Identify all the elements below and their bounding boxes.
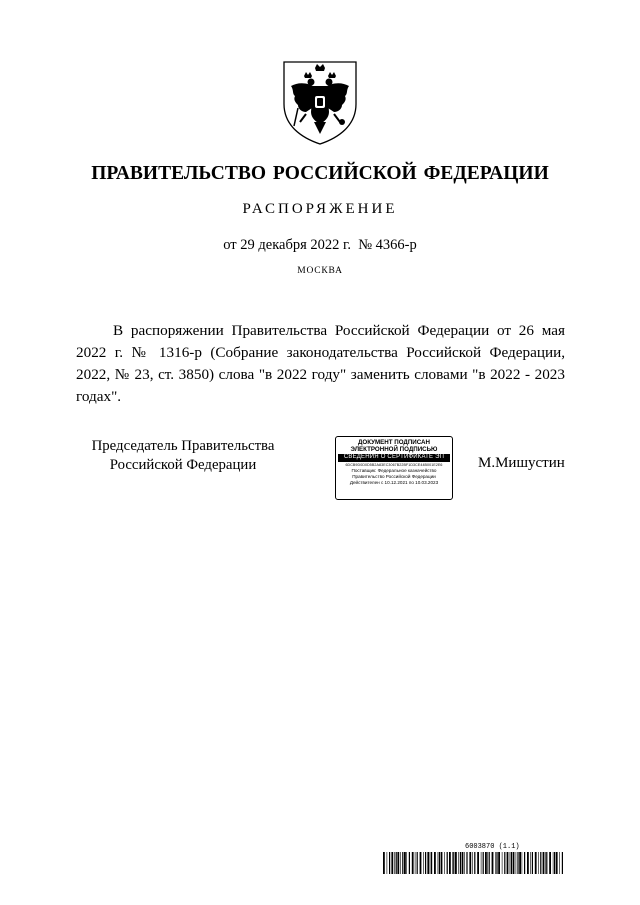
coat-of-arms-icon bbox=[282, 60, 358, 146]
electronic-signature-stamp bbox=[335, 436, 453, 500]
stamp-issuer-line-2: Правительство Российской Федерации bbox=[352, 473, 436, 479]
government-title: ПРАВИТЕЛЬСТВО РОССИЙСКОЙ ФЕДЕРАЦИИ bbox=[91, 163, 549, 184]
stamp-issuer-line-1: Поставщик: Федеральное казначейство bbox=[351, 467, 437, 473]
order-paragraph: В распоряжении Правительства Российской Федерации от 26 мая 2022 г. № 1316-р (Собрание законодательства Российской Федерации, 2022, № 23, ст. 3850) слова "в 2022 году" заменить словами "в 2022 - 2023 годах". bbox=[76, 322, 565, 405]
stamp-validity: Действителен с 10.12.2021 по 10.03.2023 bbox=[349, 479, 439, 485]
signatory-role bbox=[78, 437, 288, 475]
signatory-role-line-2: Российской Федерации bbox=[109, 457, 257, 473]
stamp-line-2: ЭЛЕКТРОННОЙ ПОДПИСЬЮ bbox=[350, 446, 438, 453]
document-date-number: от 29 декабря 2022 г. № 4366-р bbox=[223, 237, 417, 253]
signatory-role-line-1: Председатель Правительства bbox=[91, 438, 275, 454]
signer-name: М.Мишустин bbox=[478, 455, 565, 471]
stamp-line-1: ДОКУМЕНТ ПОДПИСАН bbox=[358, 439, 430, 446]
barcode bbox=[383, 852, 563, 874]
document-type: РАСПОРЯЖЕНИЕ bbox=[242, 201, 398, 217]
stamp-certificate-header: СВЕДЕНИЯ О СЕРТИФИКАТЕ ЭП bbox=[338, 454, 450, 462]
barcode-label: 6003870 (1.1) bbox=[465, 843, 520, 851]
city: МОСКВА bbox=[297, 266, 343, 276]
stamp-certificate-number: 6DCB9D0D0D5B2A83EC3067B22BF1D3CE44B001E2E6 bbox=[345, 462, 443, 467]
